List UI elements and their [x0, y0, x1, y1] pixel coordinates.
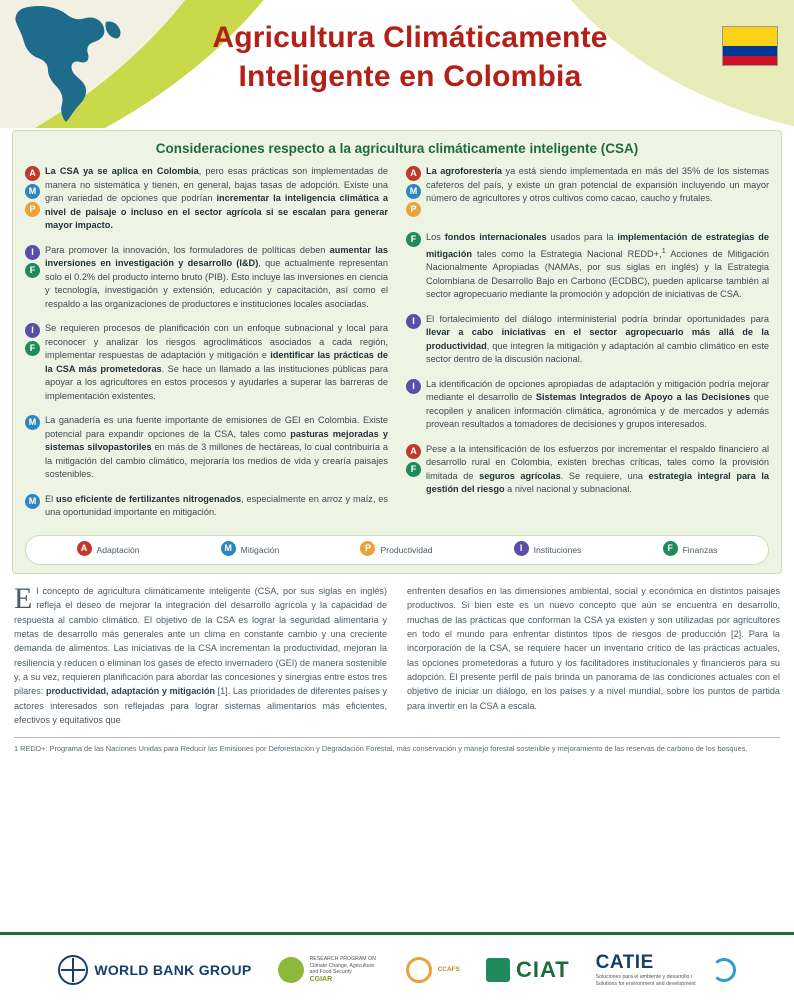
pillar-a-icon: A [25, 166, 40, 181]
pillar-m-icon: M [25, 184, 40, 199]
swirl-icon [712, 958, 736, 982]
legend-item-finanzas [663, 541, 718, 559]
pillar-f-icon: F [663, 541, 678, 556]
legend-item-label: Adaptación [96, 544, 140, 555]
consideration-bullet-text: El uso eficiente de fertilizantes nitrogenados, especialmente en arroz y maíz, es una oportunidad importante en mitigación. [45, 493, 388, 518]
consideration-bullet [406, 443, 769, 497]
pillar-icon-group [25, 322, 45, 403]
legend-item-adaptación [77, 541, 140, 559]
legend-item-instituciones [514, 541, 582, 559]
cgiar-label: CGIAR [309, 975, 333, 983]
pillar-icon-group [25, 165, 45, 233]
consideration-bullet [25, 493, 388, 520]
pillar-m-icon: M [221, 541, 236, 556]
consideration-bullet-text: Los fondos internacionales usados para la implementación de estrategias de mitigación tales como la Estrategia Nacional REDD+,$^1$ Acciones de Mitigación Nacionalmente Apropiadas (NAMAs, por sus siglas en inglés) y la Estrategia Colombiana de Desarrollo Bajo en Carbono (ECDBC), pueden aplicarse también al sector agropecuario mediante la promoción y adopción de iniciativas de CSA. [426, 232, 770, 300]
consideration-bullet-text: La ganadería es una fuente importante de emisiones de GEI en Colombia. Existe potencial para expandir opciones de la CSA, tales como pasturas mejoradas y sistemas silvopastoriles en más de 3 millones de hectáreas, lo cual contribuiría a la mitigación del cambio climático, mejoraría los medios de vida y crearía paisajes sostenibles. [45, 415, 388, 480]
ciat-mark-icon [486, 958, 510, 982]
world-bank-group-logo [58, 955, 251, 985]
consideration-bullet-text: Para promover la innovación, los formuladores de políticas deben aumentar las inversiones en investigación y desarrollo (I&D), que actualmente representan solo el 0.2% del producto interno bruto (PIB). Esto incluye las inversiones en ciencia y tecnología, investigación y extensión, educación y capacitación, así como el respaldo a las organizaciones de productores e instituciones locales asociadas. [45, 244, 388, 309]
consideration-bullet-text: El fortalecimiento del diálogo interministerial podría brindar oportunidades para llevar a cabo iniciativas en el sector agropecuario más allá de la productividad, que integren la mitigación y adaptación al cambio climático en este sector dentro de la discusión nacional. [426, 313, 769, 365]
ccafs-ccaps-logo [406, 957, 460, 983]
consideration-bullet-text: Pese a la intensificación de los esfuerzos por incrementar el respaldo financiero al desarrollo rural en Colombia, existen brechas críticas, tales como la provisión limitada de seguros agrícolas. Se requiere, una estrategia integral para la gestión del riesgo a nivel nacional y subnacional. [426, 443, 770, 495]
flag-stripe-yellow [723, 27, 777, 46]
consideration-bullet-text: La agroforestería ya está siendo implementada en más del 35% de los sistemas cafeteros del país, y existe un gran potencial de expansión incluyendo un mayor número de agricultores y otros cultivos como cacao, caucho y frutales. [426, 166, 769, 204]
considerations-panel-title: Consideraciones respecto a la agricultura climáticamente inteligente (CSA) [155, 141, 639, 156]
consideration-bullet-text: Se requieren procesos de planificación con un enfoque subnacional y local para reconocer y analizar los riesgos agroclimáticos asociados a cada región, implementar respuestas de adaptación y mitigación e identificar las prácticas de la CSA más prometedoras. Se hace un llamado a las instituciones públicas para apoyar a los agricultores en estos procesos y ayudarles a superar las barreras de implementación existentes. [45, 323, 388, 401]
pillar-a-icon: A [406, 444, 421, 459]
intro-left-paragraph: l concepto de agricultura climáticamente inteligente (CSA, por sus siglas en inglés) refleja el deseo de mejorar la integración del desarrollo agrícola y la capacidad de respuesta al cambio climático. El objetivo de la CSA es lograr la seguridad alimentaria y metas de desarrollo más generales ante un clima en constante cambio y una creciente demanda de alimentos. Las iniciativas de la CSA incrementan la productividad, mejoran la resiliencia y reducen o eliminan los gases de efecto invernadero (GEI) de manera sostenible y, a su vez, requieren planificación para abordar las concesiones y sinergias entre estos tres pilares: productividad, adaptación y mitigación [1]. Las prioridades de diferentes países y actores interesados son reflejadas para lograr sistemas alimentarios más eficientes, efectivos y equitativos que [14, 585, 387, 726]
pillar-m-icon: M [25, 494, 40, 509]
pillar-i-icon: I [406, 379, 421, 394]
pillar-icon-group [25, 493, 45, 520]
world-bank-group-label: WORLD BANK GROUP [94, 961, 252, 978]
intro-dropcap: E [14, 581, 33, 615]
considerations-panel [12, 130, 782, 574]
consideration-bullet [25, 414, 388, 482]
page-title-line1: Agricultura Climáticamente [212, 21, 608, 54]
considerations-right-column [406, 165, 769, 531]
pillar-f-icon: F [25, 263, 40, 278]
legend-item-mitigación [221, 541, 280, 559]
pillar-i-icon: I [406, 314, 421, 329]
catie-label: CATIE [595, 952, 654, 973]
consideration-bullet [406, 165, 769, 220]
pillar-icon-group [25, 414, 45, 482]
consideration-bullet-text: La CSA ya se aplica en Colombia, pero esas prácticas son implementadas de manera no sistemática y tienen, en general, bajas tasas de adopción. Existe una gran variedad de opciones que podrían incrementar la inteligencia climática a nivel de paisaje o incluso en el sector agrícola si se escalan para generar mayor impacto. [45, 166, 389, 231]
consideration-bullet [25, 165, 388, 233]
consideration-bullet [406, 313, 769, 367]
pillar-f-icon: F [25, 341, 40, 356]
intro-right-paragraph: enfrenten desafíos en las dimensiones ambiental, social y económica en distintos paisajes productivos. Si bien este es un nuevo concepto que aún se encuentra en desarrollo, muchas de las prácticas que conforman la CSA ya existen y son utilizadas por agricultores en todo el mundo para enfrentar distintos tipos de riesgos de producción [2]. Para la incorporación de la CSA, se requiere hacer un inventario crítico de las prácticas actuales, las opciones prometedoras a futuro y los facilitadores institucionales y financieros para su adopción. El presente perfil de país brinda un panorama de las condiciones actuales con el objetivo de iniciar un diálogo, en los países y a nivel mundial, sobre los puntos de partida para invertir en la CSA a escala. [407, 585, 780, 711]
pillar-i-icon: I [25, 323, 40, 338]
ciat-logo [486, 957, 570, 983]
pillar-icon-group [406, 443, 426, 497]
pillar-a-icon: A [406, 166, 421, 181]
ccafs-subtitle: RESEARCH PROGRAM ON Climate Change, Agriculture and Food Security [309, 956, 376, 976]
legend-item-label: Mitigación [240, 544, 280, 555]
consideration-bullet [25, 244, 388, 312]
catie-subtitle: Soluciones para el ambiente y desarrollo / Solutions for environment and development [595, 974, 696, 987]
pillar-icon-group [406, 231, 426, 302]
pillar-i-icon: I [25, 245, 40, 260]
ciat-label: CIAT [515, 956, 570, 982]
pillar-i-icon: I [514, 541, 529, 556]
pillar-icon-group [25, 244, 45, 312]
consideration-bullet-text: La identificación de opciones apropiadas de adaptación y mitigación podría mejorar mediante el desarrollo de Sistemas Integrados de Apoyo a las Decisiones que recopilen y analicen información climática, agronómica y de mercados y además provean resultados a tomadores de decisiones y grupos interesados. [426, 378, 769, 430]
ccafs-label: CCAFS [437, 966, 460, 973]
intro-text [14, 581, 780, 728]
latin-america-map [8, 0, 158, 126]
ccafs-cgiar-logo [278, 956, 380, 983]
flag-stripe-blue [723, 46, 777, 56]
circle-icon [406, 957, 432, 983]
legend-item-label: Finanzas [682, 544, 718, 555]
page-title [150, 18, 670, 96]
globe-icon [58, 955, 88, 985]
consideration-bullet [406, 378, 769, 432]
considerations-left-column [25, 165, 388, 531]
legend-item-label: Productividad [380, 544, 433, 555]
logo-bar [0, 932, 794, 1000]
legend-item-label: Instituciones [533, 544, 582, 555]
pillar-p-icon: P [25, 202, 40, 217]
catie-logo [596, 952, 736, 987]
leaf-icon [278, 957, 304, 983]
pillar-f-icon: F [406, 232, 421, 247]
pillar-p-icon: P [406, 202, 421, 217]
page-title-line2: Inteligente en Colombia [238, 60, 582, 93]
flag-stripe-red [723, 56, 777, 66]
pillar-m-icon: M [25, 415, 40, 430]
pillar-p-icon: P [360, 541, 375, 556]
intro-text-left-column [14, 581, 387, 728]
legend-item-productividad [360, 541, 432, 559]
pillar-icon-group [406, 165, 426, 220]
pillar-m-icon: M [406, 184, 421, 199]
pillar-icon-group [406, 378, 426, 432]
page-header [0, 0, 794, 128]
pillar-icon-group [406, 313, 426, 367]
footnote: 1 REDD+: Programa de las Naciones Unidas para Reducir las Emisiones por Deforestación y Degradación Forestal, más conservación y manejo forestal sostenible y mejoramiento de las reservas de carbono de los bosques. [14, 737, 780, 754]
colombia-flag [722, 26, 778, 66]
pillar-f-icon: F [406, 462, 421, 477]
pillar-a-icon: A [77, 541, 92, 556]
consideration-bullet [25, 322, 388, 403]
consideration-bullet [406, 231, 769, 302]
pillar-legend [25, 535, 769, 565]
